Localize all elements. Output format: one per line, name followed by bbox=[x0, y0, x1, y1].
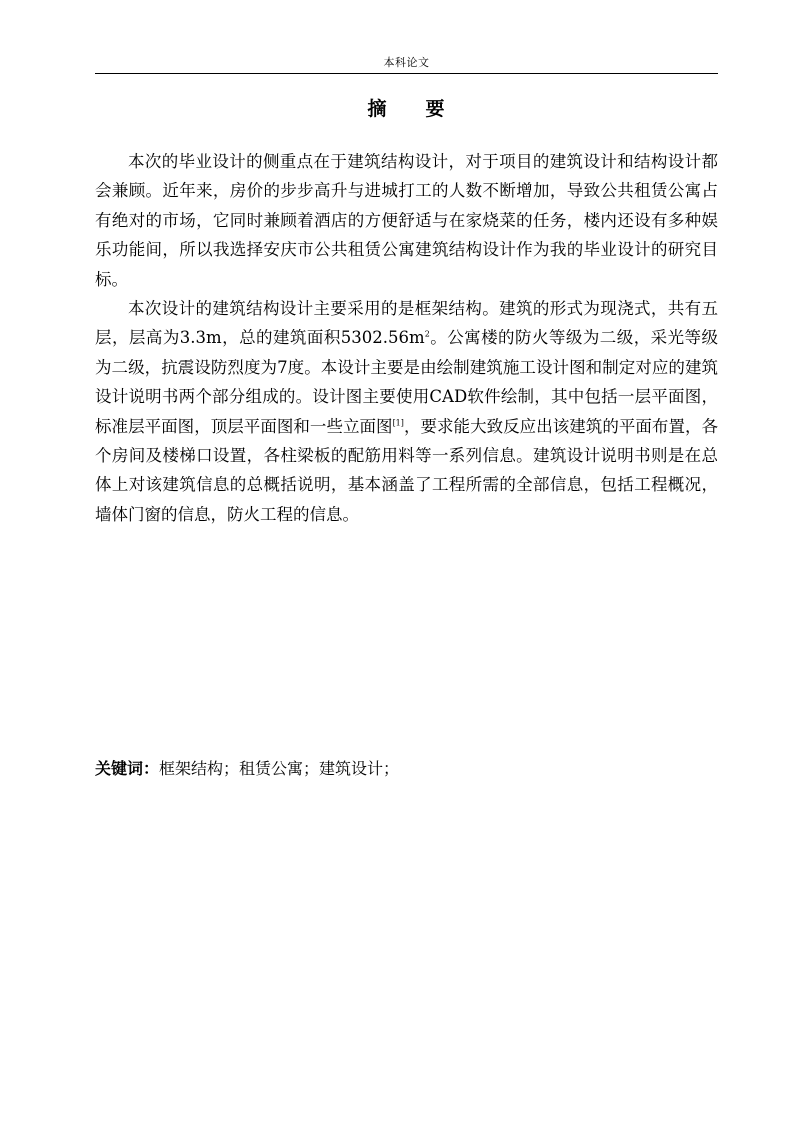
running-header: 本科论文 bbox=[383, 56, 430, 69]
abstract-paragraph-2 bbox=[95, 294, 718, 529]
citation-marker: [1] bbox=[392, 418, 404, 428]
keywords-line bbox=[95, 758, 718, 780]
abstract-paragraph-1: 本次的毕业设计的侧重点在于建筑结构设计，对于项目的建筑设计和结构设计都会兼顾。近年来，房价的步步高升与进城打工的人数不断增加，导致公共租赁公寓占有绝对的市场，它同时兼顾着酒店的方便舒适与在家烧菜的任务，楼内还设有多种娱乐功能间，所以我选择安庆市公共租赁公寓建筑结构设计作为我的毕业设计的研究目标。 bbox=[95, 152, 718, 289]
area-superscript: 2 bbox=[424, 329, 430, 339]
paragraph-2-text-b: 。公寓楼的防火等级为二级，采光等级为二级，抗震设防烈度为7度。本设计主要是由绘制建筑施工设计图和制定对应的建筑设计说明书两个部分组成的。设计图主要使用CAD软件绘制，其中包括一层平面图，标准层平面图，顶层平面图和一些立面图 bbox=[95, 328, 719, 436]
paragraph-2-text-c: ，要求能大致反应出该建筑的平面布置，各个房间及楼梯口设置，各柱梁板的配筋用料等一系列信息。建筑设计说明书则是在总体上对该建筑信息的总概括说明，基本涵盖了工程所需的全部信息，包括工程概况，墙体门窗的信息，防火工程的信息。 bbox=[95, 416, 718, 524]
abstract-title-left: 摘 bbox=[367, 98, 388, 120]
paragraph-2-text-a: 本次设计的建筑结构设计主要采用的是框架结构。建筑的形式为现浇式，共有五层，层高为3.3m，总的建筑面积5302.56m bbox=[95, 299, 718, 348]
abstract-body bbox=[95, 147, 718, 529]
abstract-title-right: 要 bbox=[425, 98, 446, 120]
header-rule bbox=[95, 73, 718, 74]
abstract-title bbox=[95, 96, 718, 122]
keywords-label: 关键词： bbox=[95, 759, 160, 778]
keywords-items: 框架结构；租赁公寓；建筑设计； bbox=[159, 759, 400, 778]
